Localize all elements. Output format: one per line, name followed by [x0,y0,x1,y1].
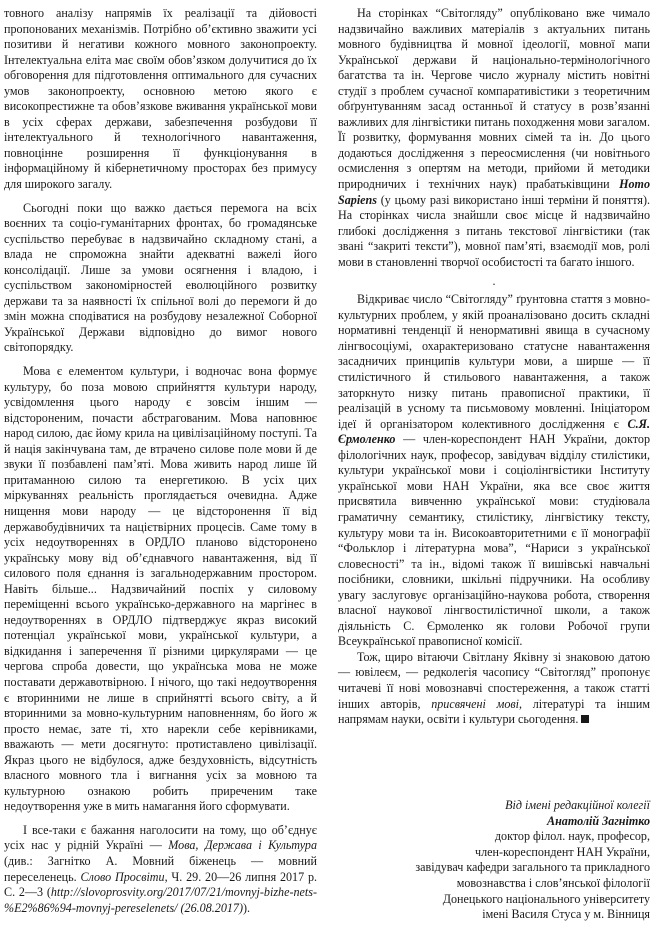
paragraph-6 [338,292,650,650]
left-column [4,6,317,916]
paragraph-7-start: Тож, щиро вітаючи Світлану Яківну зі знаковою датою — ювілеєм, — редколегія часопису “Світогляд” пропонує читачеві її нові мовознавчі спостереження, а також статті інших авторів, [338,649,650,711]
paragraph-4-close: ). [243,900,251,915]
signature-line-1: доктор філол. наук, професор, [494,829,650,844]
signature-line-5: Донецького національного університету [442,891,650,906]
signature-line-6: імені Василя Стуса у м. Вінниця [482,907,650,922]
paragraph-4-start: І все-таки є бажання наголосити на тому, що об’єднує усіх нас у рідній Україні — [4,822,317,853]
paragraph-6-start: Відкриває число “Світогляду” ґрунтовна стаття з мовно-культурних проблем, у якій проаналізовано досить складні нормативні тенденції й ненормативні явища в сучасному лінгвосоціумі, охарактеризовано статусне навантаження засадничих принципів культури мови, а ширше — її стилістичного й стильового навантаження, а також заторкнуто низку питань правописної практики, її реалізацій в усному та письмовому мовленні. Ініціатором ідеї й організатором колективного дослідження є [338,292,650,431]
paragraph-7-emphasis: присвячені мові [431,696,519,711]
paragraph-3: Мова є елементом культури, і водночас вона формує культуру, бо поза мовою сприйняття культури народу, усвідомлення цього народу є зовсім іншим — відстороненим, почасти абстрагованим. Мова наповнює народ силою, дає йому крила на цивілізаційному поступі. Та й нація закінчувана там, де втрачено силове поле мови й де звуки її позбавлені пам’яті. Мова живить народ лише їй притаманною силою та енергетикою. В усіх цих міркуваннях реальність проглядається очевидна. Адже нищення мови народу — це відсторонення її від державобудівничих та націєтвірних процесів. Саме тому в усіх недоутвореннях в ОРДЛО планово відсторонено українську мову від об’єднавчого навантаження, від її силового поля єднання із загальнодержавним простором. Навіть більше... Надзвичайний поспіх у силовому переміщенні всього українсько-державного на маргінес в недоутвореннях в ОРДЛО підтверджує якраз високий потенціал української мови, української культури, а відкидання і заперечення її різними циркулярами — це чергова спроба довести, що українська мова не може поставати державотвірною. І нічого, що такі недоутворення є вторинними не лише в сприйнятті всього світу, а й вторинними за мовно-культурним наповненням, бо його ж просто немає, зате ті, хто нарекли себе керівниками, вважають — мети досягнуто: протиставлено цивілізації. Якраз цього не відбулося, адже бездуховність, відсутність власного мовного тла і вигнання усіх за мовною та культурною ознакою робить приреченим таке недоутворення уже в мить намагання його сформувати. [4,364,317,814]
honoree-name: С.Я. Єрмоленко [338,416,650,447]
paragraph-6-end: — член-кореспондент НАН України, доктор філологічних наук, професор, завідувач відділу стилістики, культури української мови і соціолінгвістики Інституту української мови НАН України, яка все своє життя присвятила вивченню української мови: студіювала граматичну семантику, стилістику, лінгвістику тексту, культуру мови та ін. Високоавторитетними є її монографії “Фольклор і літературна мова”, “Нариси з української словесності” та ін., відомі також її вишівські навчальні посібники, словники, шкільні підручники. На особливу увагу заслуговує організаційно-наукова робота, створення власної наукової лінгвостилістичної школи, а також діяльність С. Єрмоленко як голови Робочої групи Всеукраїнської правописної комісії. [338,432,650,649]
paragraph-4 [4,823,317,916]
right-column [338,6,650,728]
signature-block [338,798,650,923]
signature-line-3: завідувач кафедри загального та прикладного [415,860,650,875]
paragraph-4-emphasis: Мова, Держава і Культура [168,838,317,853]
paragraph-7-end: , літературі та іншим напрямам науки, освіти і культури сьогодення. [338,696,650,727]
paragraph-5-term: Homo Sapiens [338,177,650,207]
source-title: Слово Просвіти [80,869,165,884]
signature-line-2: член-кореспондент НАН України, [474,844,650,859]
paragraph-5-end: (у цьому разі використано інші терміни й поняття). На сторінках числа знайшли своє місце й надзвичайно глибокі дослідження з питань текстової лінгвістики (так звані “закриті тексти”), мовної пам’яті, взаємодії мов, ролі мови в становленні творчої особистості та багато іншого. [338,192,650,269]
paragraph-2: Сьогодні поки що важко дається перемога на всіх воєнних та соціо-гуманітарних фронтах, бо громадянське суспільство перебуває в надзвичайно складному стані, а влада не спроможна знайти адекватні важелі його консолідації. Лише за умови осягнення і владою, і суспільством закономірностей еволюційного розвитку держави та за наявності їх спільної волі до перемоги й до змін можна сподіватися на розбудову незалежної Соборної Української Держави відповідно до вимог нового світопорядку. [4,200,317,355]
paragraph-5-start: На сторінках “Світогляду” опубліковано вже чимало надзвичайно важливих матеріалів з актуальних питань мовного будівництва й мовної ідеології, мовної мапи Української держави й національно-термінологічного багатства та ін. Чергове число журналу містить новітні студії з проблем сучасної компаративістики з теоретичним обґрунтуванням засад останньої й статусу в розв’язанні важливих для лінгвістики питань походження мови загалом. Її розвитку, формування мовних сімей та ін. До цього додаються дослідження з переосмислення (чи новітнього осмислення з опертям на методи, прийоми й методики природничих і технічних наук) прабатьківщини [338,6,650,192]
source-url: http://slovoprosvity.org/2017/07/21/movnyj-bizhe-nets-%E2%86%94-movnyj-pereselenets/ (26.08.2017) [4,885,317,915]
signature-label: Від імені редакційної колегії [505,798,650,812]
paragraph-1: товного аналізу напрямів їх реалізації та дійовості пропонованих механізмів. Потрібно об’єктивно зважити усі позитиви й негативи кожного мовного законопроекту. Інтелектуальна еліта має своїм обов’язком долучитися до їх обговорення для підготовлення оптимального для сучасних умов законопроекту, основною метою якого є високопрестижне та обов’язкове вживання української мови в усіх сферах держави, забезпечення розбудови її інтелектуального й технологічного навантаження, повноцінне розширення її функціонування в інформаційному й кібернетичному просторах без примусу для широкого загалу. [4,6,317,192]
signature-line-4: мовознавства і слов’янської філології [456,875,650,890]
end-mark-icon [581,715,589,723]
paragraph-4-mid: (див.: Загнітко А. Мовний біженець — мовний переселенець. [4,853,317,884]
signature-name: Анатолій Загнітко [547,813,650,828]
paragraph-5 [338,6,650,270]
section-separator: . [492,274,496,289]
paragraph-4-end: , Ч. 29. 20—26 липня 2017 р. С. 2—3 ( [4,869,318,900]
paragraph-7 [338,650,650,728]
